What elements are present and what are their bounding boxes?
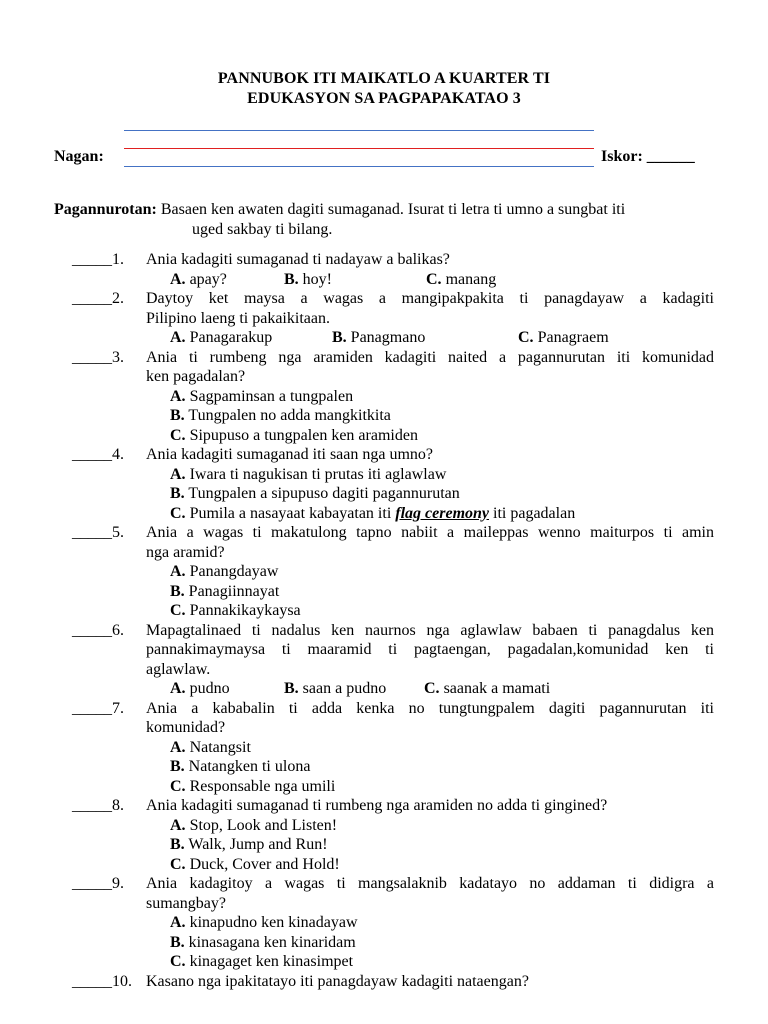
question-7 bbox=[0, 699, 768, 797]
answer-option-a[interactable] bbox=[170, 387, 768, 407]
option-letter: C. bbox=[424, 680, 440, 697]
answer-option-c[interactable] bbox=[426, 270, 496, 290]
question-text: ken pagadalan? bbox=[146, 368, 246, 385]
answer-options bbox=[170, 465, 768, 524]
question-3 bbox=[0, 348, 768, 446]
option-text: Panagraem bbox=[533, 329, 609, 346]
option-text: Duck, Cover and Hold! bbox=[185, 855, 340, 873]
answer-option-c[interactable] bbox=[170, 601, 768, 621]
question-text: sumangbay? bbox=[146, 894, 226, 912]
option-text: saanak a mamati bbox=[439, 680, 551, 697]
answer-option-b[interactable] bbox=[170, 582, 768, 602]
instructions-text-line2: uged sakbay ti bilang. bbox=[192, 221, 333, 238]
question-text: Mapagtalinaed ti nadalus ken naurnos nga aglawlaw babaen ti panagdalus ken bbox=[146, 621, 714, 639]
answer-option-b[interactable] bbox=[284, 679, 424, 699]
question-text: Ania kadagiti sumaganad iti saan nga umno? bbox=[146, 446, 434, 463]
question-text: Ania a kababalin ti adda kenka no tungtungpalem dagiti pagannurutan iti bbox=[146, 699, 714, 717]
answer-option-a[interactable] bbox=[170, 913, 768, 933]
option-letter: A. bbox=[170, 387, 186, 405]
answer-blank[interactable]: _____6. bbox=[72, 621, 124, 639]
instructions bbox=[54, 200, 625, 240]
option-text: apay? bbox=[185, 270, 227, 288]
answer-options bbox=[170, 913, 768, 972]
answer-blank[interactable]: _____2. bbox=[72, 290, 124, 307]
question-text: komunidad? bbox=[146, 719, 226, 736]
option-emphasis: flag ceremony bbox=[395, 504, 490, 522]
option-letter: A. bbox=[170, 563, 186, 580]
option-text: Pannakikaykaysa bbox=[185, 602, 301, 619]
question-text: Ania kadagiti sumaganad ti nadayaw a balikas? bbox=[146, 251, 450, 268]
option-text: kinagaget ken kinasimpet bbox=[185, 953, 354, 970]
exam-title-line1: PANNUBOK ITI MAIKATLO A KUARTER TI bbox=[217, 70, 551, 87]
option-letter: B. bbox=[170, 582, 185, 600]
option-letter: B. bbox=[170, 933, 185, 951]
option-text: Panagiinnayat bbox=[184, 582, 280, 600]
answer-option-b[interactable] bbox=[170, 406, 768, 426]
instructions-label: Pagannurotan: bbox=[54, 201, 157, 218]
question-6 bbox=[0, 621, 768, 699]
option-text: Tungpalen a sipupuso dagiti pagannurutan bbox=[184, 485, 460, 502]
question-text: Pilipino laeng ti pakaikitaan. bbox=[146, 309, 330, 327]
option-text: Panagarakup bbox=[185, 329, 273, 346]
question-list bbox=[0, 250, 768, 991]
option-text: Stop, Look and Listen! bbox=[185, 816, 338, 834]
option-letter: A. bbox=[170, 738, 186, 756]
question-10 bbox=[0, 972, 768, 992]
question-5 bbox=[0, 523, 768, 621]
answer-option-c[interactable] bbox=[424, 679, 550, 699]
answer-option-c[interactable] bbox=[170, 426, 768, 446]
score-label: Iskor: ______ bbox=[601, 148, 695, 165]
answer-option-c[interactable] bbox=[518, 328, 609, 348]
option-text: pudno bbox=[185, 680, 230, 697]
option-letter: A. bbox=[170, 914, 186, 931]
question-1 bbox=[0, 250, 768, 289]
question-8 bbox=[0, 796, 768, 874]
answer-options bbox=[170, 387, 768, 446]
option-text: Natangsit bbox=[185, 738, 251, 756]
answer-blank[interactable]: _____10. bbox=[72, 972, 132, 990]
question-text: Ania a wagas ti makatulong tapno nabiit a maileppas wenno maiturpos ti amin bbox=[146, 524, 714, 541]
option-text: kinasagana ken kinaridam bbox=[184, 933, 356, 951]
answer-options bbox=[170, 270, 768, 290]
answer-option-a[interactable] bbox=[170, 328, 332, 348]
question-text: Kasano nga ipakitatayo iti panagdayaw kadagiti nataengan? bbox=[146, 972, 529, 990]
answer-option-a[interactable] bbox=[170, 816, 768, 836]
answer-blank[interactable]: _____9. bbox=[72, 875, 124, 892]
option-letter: C. bbox=[170, 426, 186, 444]
answer-blank[interactable]: _____3. bbox=[72, 348, 124, 366]
answer-option-b[interactable] bbox=[170, 835, 768, 855]
option-text: manang bbox=[441, 270, 497, 288]
exam-title-line2: EDUKASYON SA PAGPAPAKATAO 3 bbox=[247, 90, 521, 107]
answer-option-b[interactable] bbox=[332, 328, 518, 348]
answer-blank[interactable]: _____5. bbox=[72, 524, 124, 541]
question-text: nga aramid? bbox=[146, 543, 225, 561]
question-text: pannakimaymaysa ti maaramid ti pagtaengan, pagadalan,komunidad ken ti bbox=[146, 641, 714, 658]
option-letter: C. bbox=[518, 329, 534, 346]
answer-blank[interactable]: _____4. bbox=[72, 446, 124, 463]
answer-option-b[interactable] bbox=[284, 270, 426, 290]
option-text: Sagpaminsan a tungpalen bbox=[185, 387, 354, 405]
answer-blank[interactable]: _____7. bbox=[72, 699, 124, 717]
answer-options bbox=[170, 738, 768, 797]
option-text: Walk, Jump and Run! bbox=[184, 836, 328, 853]
option-text: Responsable nga umili bbox=[185, 777, 336, 795]
option-letter: C. bbox=[170, 504, 186, 522]
answer-option-a[interactable] bbox=[170, 679, 284, 699]
answer-option-c[interactable] bbox=[170, 504, 768, 524]
option-letter: A. bbox=[170, 270, 186, 288]
name-line-top bbox=[124, 130, 594, 131]
option-text: hoy! bbox=[298, 270, 332, 288]
option-letter: C. bbox=[170, 855, 186, 873]
question-9 bbox=[0, 874, 768, 972]
answer-options bbox=[170, 328, 768, 348]
option-text: Iwara ti nagukisan ti prutas iti aglawlaw bbox=[185, 465, 447, 483]
question-2 bbox=[0, 289, 768, 348]
question-text: Ania kadagiti sumaganad ti rumbeng nga aramiden no adda ti gingined? bbox=[146, 797, 608, 814]
answer-option-c[interactable] bbox=[170, 855, 768, 875]
option-letter: B. bbox=[170, 758, 185, 775]
name-line-red bbox=[124, 148, 594, 149]
option-letter: B. bbox=[170, 836, 185, 853]
option-text: Panagmano bbox=[346, 329, 426, 346]
answer-blank[interactable]: _____8. bbox=[72, 797, 124, 814]
option-text: kinapudno ken kinadayaw bbox=[185, 914, 358, 931]
answer-option-c[interactable] bbox=[170, 952, 768, 972]
question-text: Ania ti rumbeng nga aramiden kadagiti naited a pagannurutan iti komunidad bbox=[146, 348, 714, 366]
answer-option-a[interactable] bbox=[170, 738, 768, 758]
option-letter: B. bbox=[284, 680, 299, 697]
option-text: Natangken ti ulona bbox=[184, 758, 311, 775]
option-letter: C. bbox=[170, 602, 186, 619]
option-text: Pumila a nasayaat kabayatan iti bbox=[185, 504, 396, 522]
option-letter: C. bbox=[426, 270, 442, 288]
instructions-text-line1: Basaen ken awaten dagiti sumaganad. Isurat ti letra ti umno a sungbat iti bbox=[156, 201, 626, 218]
answer-blank[interactable]: _____1. bbox=[72, 251, 124, 268]
option-letter: B. bbox=[284, 270, 299, 288]
answer-options bbox=[170, 679, 768, 699]
answer-option-a[interactable] bbox=[170, 465, 768, 485]
answer-option-a[interactable] bbox=[170, 270, 284, 290]
option-text: saan a pudno bbox=[298, 680, 387, 697]
option-text: Panangdayaw bbox=[185, 563, 279, 580]
option-text: Sipupuso a tungpalen ken aramiden bbox=[185, 426, 418, 444]
question-text: Ania kadagitoy a wagas ti mangsalaknib kadatayo no addaman ti didigra a bbox=[146, 875, 714, 892]
option-text: Tungpalen no adda mangkitkita bbox=[184, 407, 391, 424]
answer-options bbox=[170, 816, 768, 875]
answer-options bbox=[170, 562, 768, 621]
option-letter: B. bbox=[332, 329, 347, 346]
option-letter: B. bbox=[170, 485, 185, 502]
option-letter: A. bbox=[170, 465, 186, 483]
option-text-after: iti pagadalan bbox=[489, 504, 576, 522]
option-letter: A. bbox=[170, 680, 186, 697]
option-letter: C. bbox=[170, 953, 186, 970]
answer-option-a[interactable] bbox=[170, 562, 768, 582]
name-line-bottom bbox=[124, 166, 594, 167]
option-letter: B. bbox=[170, 407, 185, 424]
option-letter: A. bbox=[170, 816, 186, 834]
question-4 bbox=[0, 445, 768, 523]
answer-option-c[interactable] bbox=[170, 777, 768, 797]
answer-option-b[interactable] bbox=[170, 757, 768, 777]
question-text: Daytoy ket maysa a wagas a mangipakpakita ti panagdayaw a kadagiti bbox=[146, 290, 714, 307]
option-letter: C. bbox=[170, 777, 186, 795]
option-letter: A. bbox=[170, 329, 186, 346]
answer-option-b[interactable] bbox=[170, 933, 768, 953]
answer-option-b[interactable] bbox=[170, 484, 768, 504]
name-label: Nagan: bbox=[54, 148, 104, 165]
question-text: aglawlaw. bbox=[146, 660, 211, 678]
